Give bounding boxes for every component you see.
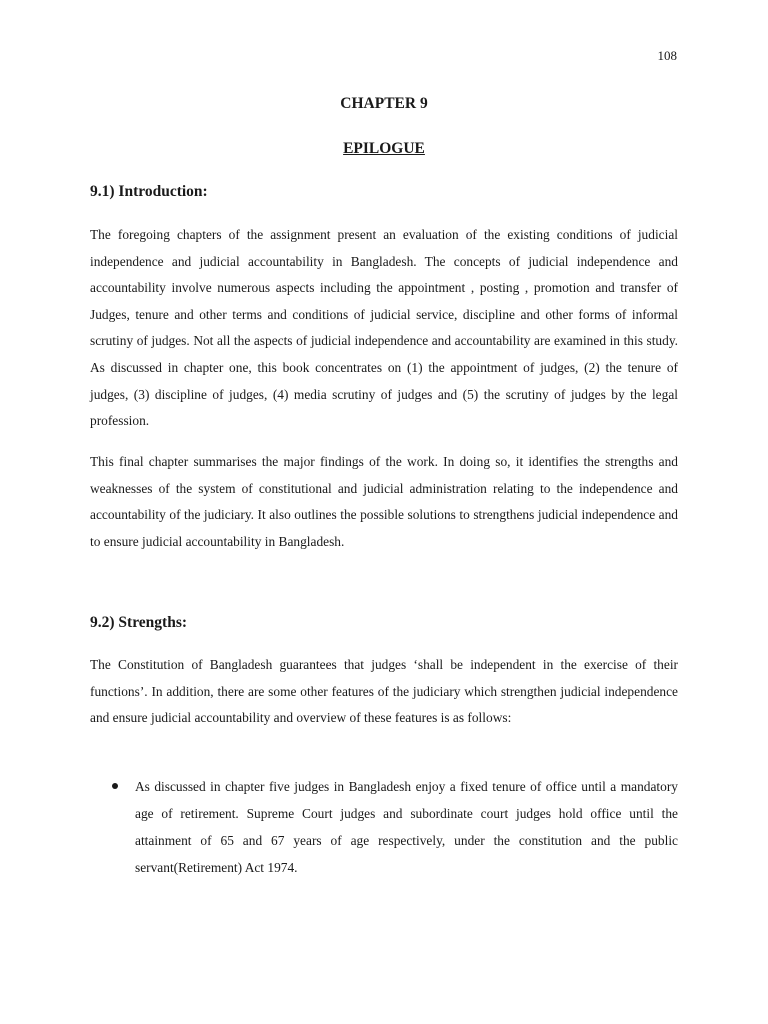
chapter-title: EPILOGUE <box>343 140 425 157</box>
bullet-text: As discussed in chapter five judges in Bangladesh enjoy a fixed tenure of office until a mandatory age of retirement. Supreme Court judges and subordinate court judges hold office until the attainment of 65 and 67 years of age respectively, under the constitution and the public servant(Retirement) Act 1974. <box>135 779 678 875</box>
page-number: 108 <box>657 48 677 63</box>
introduction-paragraph-2: This final chapter summarises the major findings of the work. In doing so, it identifies the strengths and weaknesses of the system of constitutional and judicial administration relating to the independence and accountability of the judiciary. It also outlines the possible solutions to strengthens judicial independence and to ensure judicial accountability in Bangladesh. <box>90 454 678 549</box>
introduction-heading: 9.1) Introduction: <box>90 183 208 200</box>
strengths-heading: 9.2) Strengths: <box>90 614 188 631</box>
strengths-bullet-list <box>90 773 678 881</box>
list-item <box>90 773 678 881</box>
strengths-paragraph: The Constitution of Bangladesh guarantees that judges ‘shall be independent in the exercise of their functions’. In addition, there are some other features of the judiciary which strengthen judicial independence and ensure judicial accountability and overview of these features is as follows: <box>90 657 678 726</box>
introduction-paragraph-1: The foregoing chapters of the assignment present an evaluation of the existing conditions of judicial independence and judicial accountability in Bangladesh. The concepts of judicial independence and accountability involve numerous aspects including the appointment , posting , promotion and transfer of Judges, tenure and other terms and conditions of judicial service, discipline and other forms of informal scrutiny of judges. Not all the aspects of judicial independence and accountability are examined in this study. As discussed in chapter one, this book concentrates on (1) the appointment of judges, (2) the tenure of judges, (3) discipline of judges, (4) media scrutiny of judges and (5) the scrutiny of judges by the legal profession. <box>90 227 678 429</box>
chapter-label: CHAPTER 9 <box>340 95 428 112</box>
bullet-icon <box>112 783 118 789</box>
